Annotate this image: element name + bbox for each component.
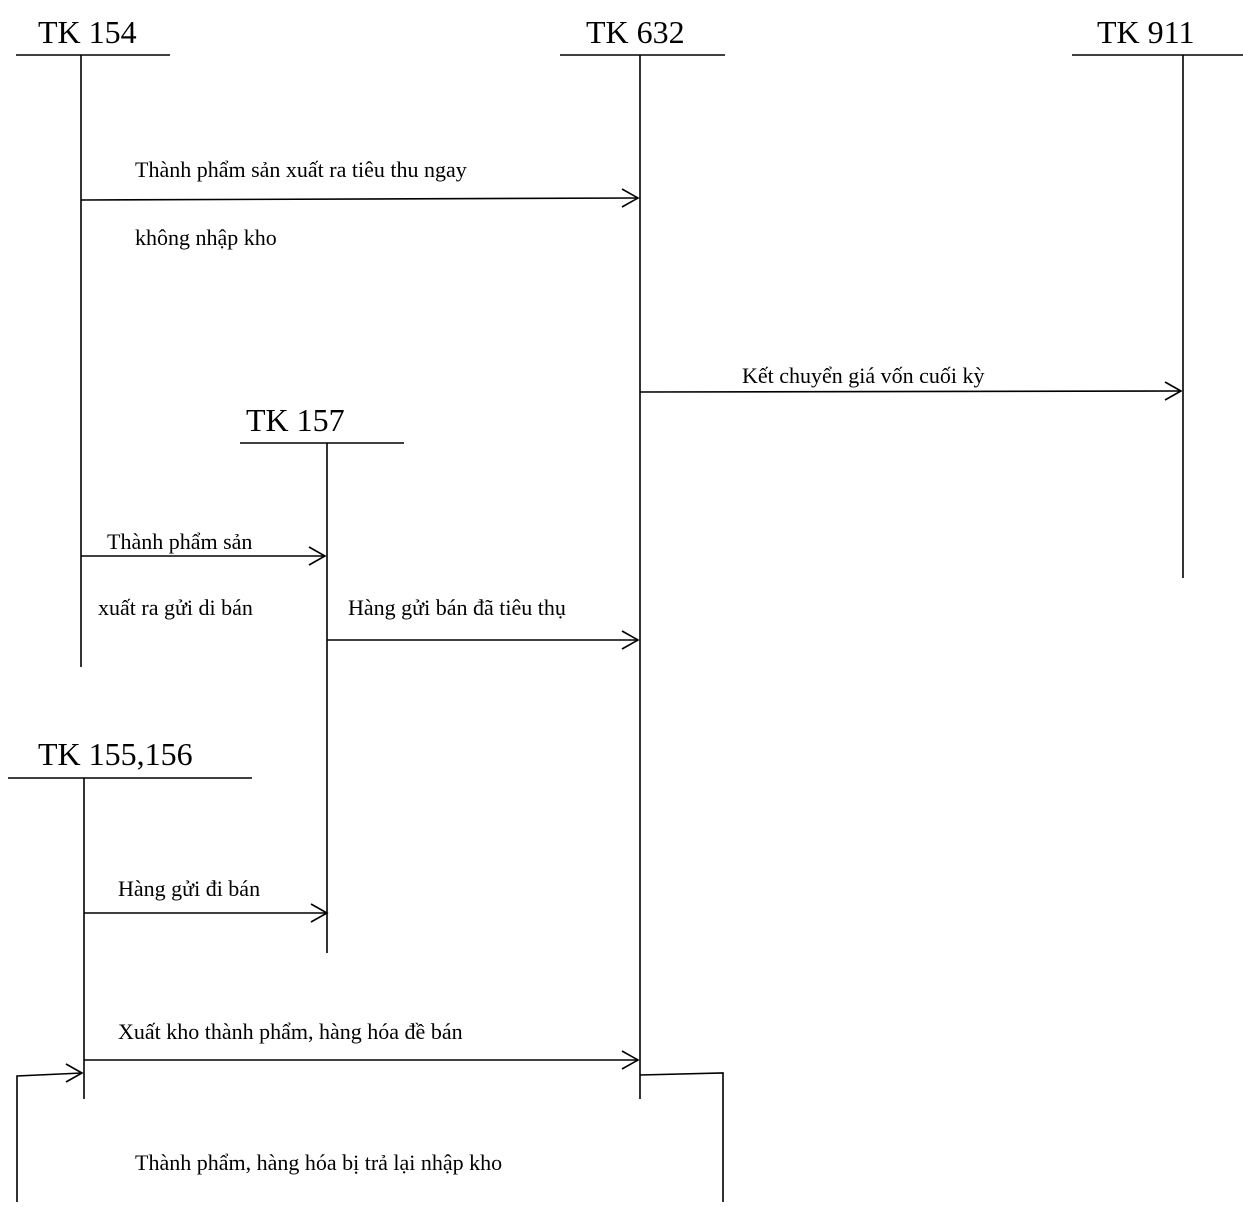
tk154-label: TK 154 — [38, 14, 137, 50]
flow-154-157-label-2: xuất ra gửi di bán — [98, 595, 253, 620]
flow-632-155-return-left — [17, 1073, 82, 1202]
flow-154-632-label-1: Thành phẩm sản xuất ra tiêu thu ngay — [135, 157, 467, 182]
tk632-label: TK 632 — [586, 14, 685, 50]
tk911-label: TK 911 — [1097, 14, 1195, 50]
flow-154-632-line — [81, 198, 638, 200]
flow-157-632-label: Hàng gửi bán đã tiêu thụ — [348, 595, 566, 620]
flow-632-155-return-label: Thành phẩm, hàng hóa bị trả lại nhập kho — [135, 1150, 503, 1175]
tk155-156-label: TK 155,156 — [38, 736, 193, 772]
flow-155-632-label: Xuất kho thành phẩm, hàng hóa đề bán — [118, 1019, 463, 1044]
flow-155-157-label: Hàng gửi đi bán — [118, 876, 261, 901]
flow-154-632-label-2: không nhập kho — [135, 225, 277, 250]
flow-632-911-line — [640, 391, 1181, 392]
flow-632-911-label: Kết chuyển giá vốn cuối kỳ — [742, 363, 985, 388]
flow-632-155-return-line — [640, 1073, 723, 1202]
flow-154-157-label-1: Thành phẩm sản — [107, 529, 253, 554]
tk157-label: TK 157 — [246, 402, 345, 438]
